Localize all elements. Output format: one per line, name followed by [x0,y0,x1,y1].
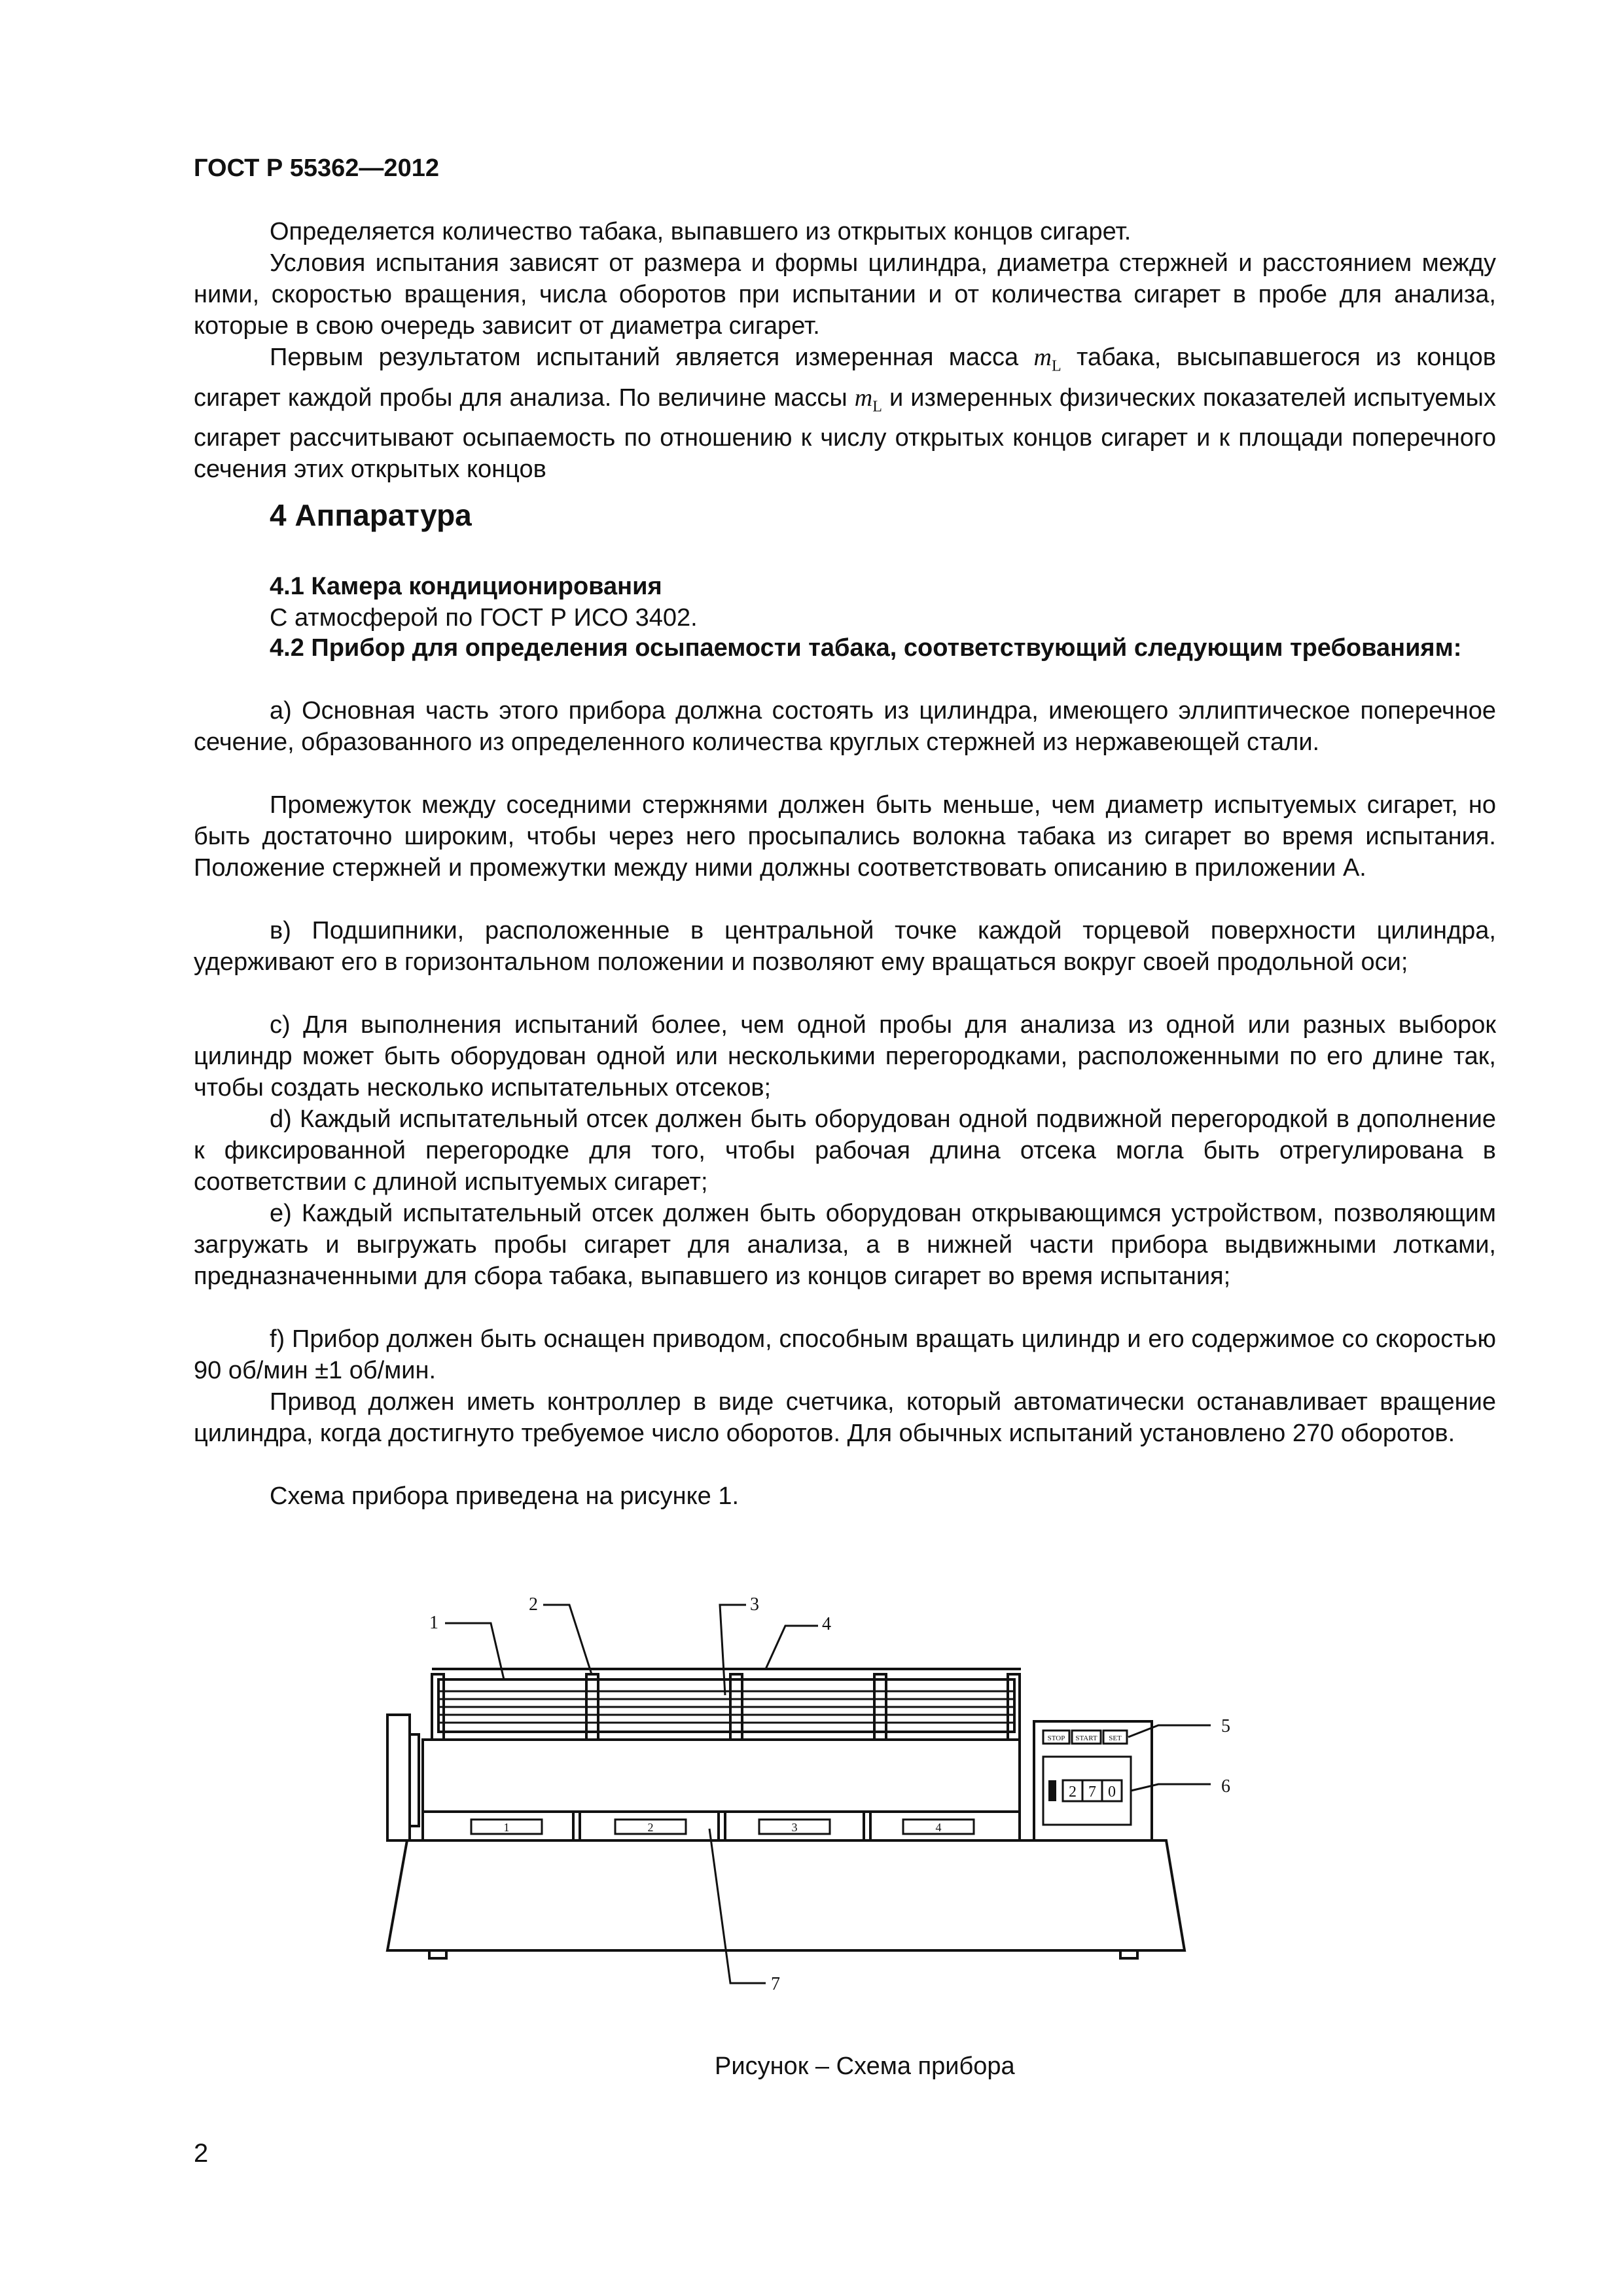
leader-line-7 [709,1829,766,1983]
tray-number: 1 [503,1821,510,1834]
counter-panel [1043,1757,1131,1825]
base-foot [1120,1950,1137,1958]
counter-digit: 7 [1088,1784,1096,1801]
item-b: в) Подшипники, расположенные в центральной точке каждой торцевой поверхности цилиндра, удерживают его в горизонтальном положении и позволяют ему вращаться вокруг своей продольной оси; [194,917,1496,976]
cylinder [438,1679,1014,1732]
leader-line-2 [543,1605,592,1674]
p3-part-c: и измеренных физических показателей испытуемых сигарет рассчитывают осыпаемость по отношению к числу открытых концов сигарет и к площади поперечного сечения этих открытых концов [194,384,1496,484]
leader-line-1 [445,1623,504,1679]
figure-caption: Рисунок – Схема прибора [715,2053,1015,2080]
subsection-4-1-title: 4.1 Камера кондиционирования [270,573,662,600]
p3-part-b: табака, высыпавшегося из концов сигарет каждой пробы для анализа. По величине массы [194,344,1496,412]
callout-4: 4 [822,1614,831,1634]
tray-number: 4 [935,1821,942,1834]
apparatus-figure [366,1558,1296,2029]
left-support [387,1715,410,1840]
item-c: c) Для выполнения испытаний более, чем одной пробы для анализа из одной или разных выборок цилиндр может быть оборудован одной или несколькими перегородками, расположенными по его длине так, чтобы создать несколько испытательных отсеков; [194,1011,1496,1102]
base-foot [429,1950,446,1958]
item-a: a) Основная часть этого прибора должна состоять из цилиндра, имеющего эллиптическое поперечное сечение, образованного из определенного количества круглых стержней из нержавеющей стали. [194,697,1496,756]
item-drive: Привод должен иметь контроллер в виде счетчика, который автоматически останавливает вращение цилиндра, когда достигнуто требуемое число оборотов. Для обычных испытаний установлено 270 оборотов. [194,1388,1496,1447]
leader-line-6 [1131,1784,1211,1791]
section-title: 4 Аппаратура [270,498,472,532]
apparatus-base [387,1840,1185,1950]
start-label: START [1075,1734,1097,1742]
counter-digit: 0 [1108,1784,1116,1801]
counter-indicator [1050,1782,1055,1800]
left-bearing [410,1734,419,1826]
item-d: d) Каждый испытательный отсек должен быть оборудован одной подвижной перегородкой в дополнение к фиксированной перегородке для того, чтобы рабочая длина отсека могла быть отрегулирована в соответствии с длиной испытуемых сигарет; [194,1105,1496,1196]
item-gap: Промежуток между соседними стержнями должен быть меньше, чем диаметр испытуемых сигарет, но быть достаточно широким, чтобы через него просыпались волокна табака из сигарет во время испытания. Положение стержней и промежутки между ними должны соответствовать описанию в приложении А. [194,791,1496,882]
callout-2: 2 [529,1594,538,1615]
callout-3: 3 [750,1594,759,1615]
tray-number: 3 [791,1821,798,1834]
set-label: SET [1109,1734,1122,1742]
leader-line-5 [1128,1725,1211,1737]
intro-paragraph-2: Условия испытания зависят от размера и формы цилиндра, диаметра стержней и расстоянием между ними, скоростью вращения, числа оборотов при испытании и от количества сигарет в пробе для анализа, которые в свою очередь зависит от диаметра сигарет. [194,249,1496,340]
p3-part-a: Первым результатом испытаний является измеренная масса [270,344,1019,371]
item-f: f) Прибор должен быть оснащен приводом, способным вращать цилиндр и его содержимое со скоростью 90 об/мин ±1 об/мин. [194,1325,1496,1384]
callout-7: 7 [771,1974,780,1994]
item-scheme: Схема прибора приведена на рисунке 1. [270,1482,740,1510]
callout-1: 1 [429,1613,438,1633]
leader-line-4 [766,1626,818,1669]
subsection-4-1-text: С атмосферой по ГОСТ Р ИСО 3402. [270,604,698,632]
intro-paragraph-3 [194,342,1496,485]
counter-digit: 2 [1069,1784,1077,1801]
subsection-4-2-title: 4.2 Прибор для определения осыпаемости табака, соответствующий следующим требованиям: [270,634,1462,662]
page-number: 2 [194,2139,209,2168]
tray-row [423,1812,1020,1840]
tray-number: 2 [647,1821,654,1834]
callout-6: 6 [1221,1776,1230,1797]
item-e: e) Каждый испытательный отсек должен быть оборудован открывающимся устройством, позволяющим загружать и выгружать пробы сигарет для анализа, а в нижней части прибора выдвижными лотками, предназначенными для сбора табака, выпавшего из концов сигарет во время испытания; [194,1200,1496,1290]
intro-paragraph-1: Определяется количество табака, выпавшего из открытых концов сигарет. [270,218,1132,245]
stop-label: STOP [1047,1734,1065,1742]
ml-symbol: $m_L$ [854,384,882,416]
apparatus-body [423,1740,1020,1812]
ml-symbol: $m_L$ [1033,344,1061,375]
document-header: ГОСТ Р 55362—2012 [194,154,439,182]
callout-5: 5 [1221,1716,1230,1736]
